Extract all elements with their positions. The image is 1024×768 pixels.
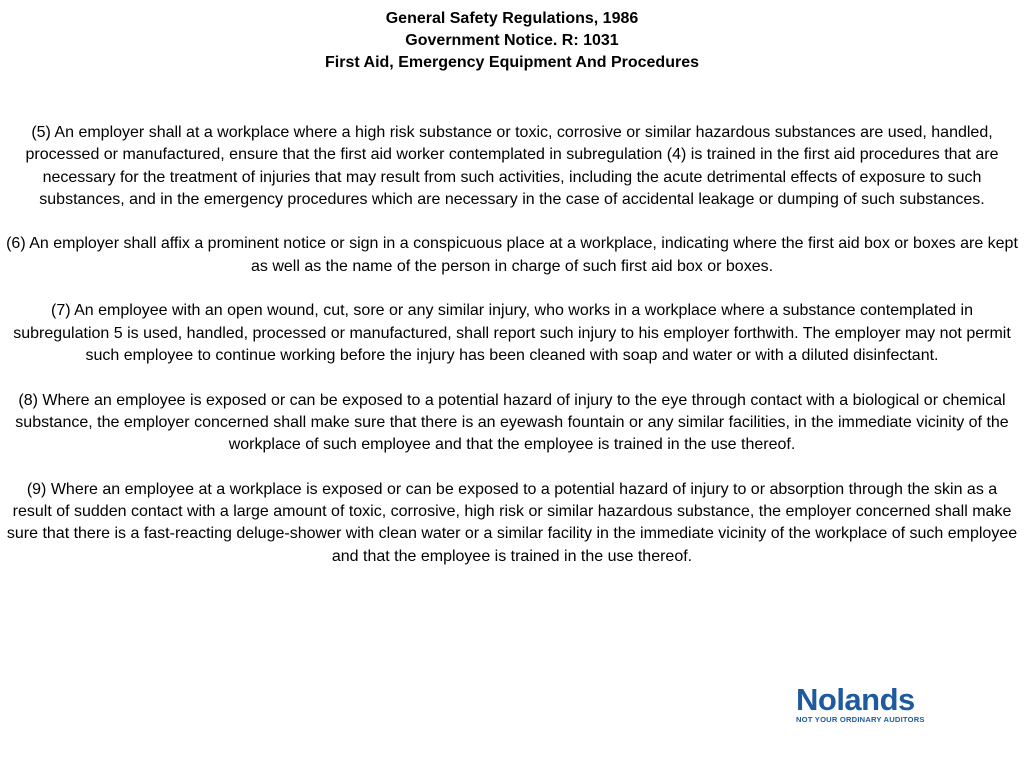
document-header <box>0 8 1024 74</box>
nolands-logo <box>796 682 980 724</box>
paragraph-8: (8) Where an employee is exposed or can be exposed to a potential hazard of injury to the eye through contact with a biological or chemical substance, the employer concerned shall make sure that there is an eyewash fountain or any similar facilities, in the immediate vicinity of the workplace of such employee and that the employee is trained in the use thereof. <box>15 391 1009 454</box>
logo-wordmark: Nolands <box>796 682 915 717</box>
government-notice: Government Notice. R: 1031 <box>405 32 619 49</box>
paragraph-9: (9) Where an employee at a workplace is exposed or can be exposed to a potential hazard of injury to or absorption through the skin as a result of sudden contact with a large amount of toxic, corrosive, high risk or similar hazardous substance, the employer concerned shall make sure that there is a fast-reacting deluge-shower with clean water or a similar facility in the immediate vicinity of the workplace of such employee and that the employee is trained in the use thereof. <box>6 480 1018 565</box>
paragraph-6: (6) An employer shall affix a prominent notice or sign in a conspicuous place at a workplace, indicating where the first aid box or boxes are kept as well as the name of the person in charge of such first aid box or boxes. <box>6 235 1018 275</box>
section-title: First Aid, Emergency Equipment And Procedures <box>325 54 699 71</box>
regulation-title: General Safety Regulations, 1986 <box>385 10 639 27</box>
regulation-body <box>6 122 1018 590</box>
paragraph-5: (5) An employer shall at a workplace where a high risk substance or toxic, corrosive or similar hazardous substances are used, handled, processed or manufactured, ensure that the first aid worker contemplated in subregulation (4) is trained in the first aid procedures that are necessary for the treatment of injuries that may result from such activities, including the acute detrimental effects of exposure to such substances, and in the emergency procedures which are necessary in the case of accidental leakage or dumping of such substances. <box>25 124 999 208</box>
paragraph-7: (7) An employee with an open wound, cut, sore or any similar injury, who works in a workplace where a substance contemplated in subregulation 5 is used, handled, processed or manufactured, shall report such injury to his employer forthwith. The employer may not permit such employee to continue working before the injury has been cleaned with soap and water or with a diluted disinfectant. <box>13 302 1011 364</box>
logo-tagline: NOT YOUR ORDINARY AUDITORS <box>796 715 925 724</box>
